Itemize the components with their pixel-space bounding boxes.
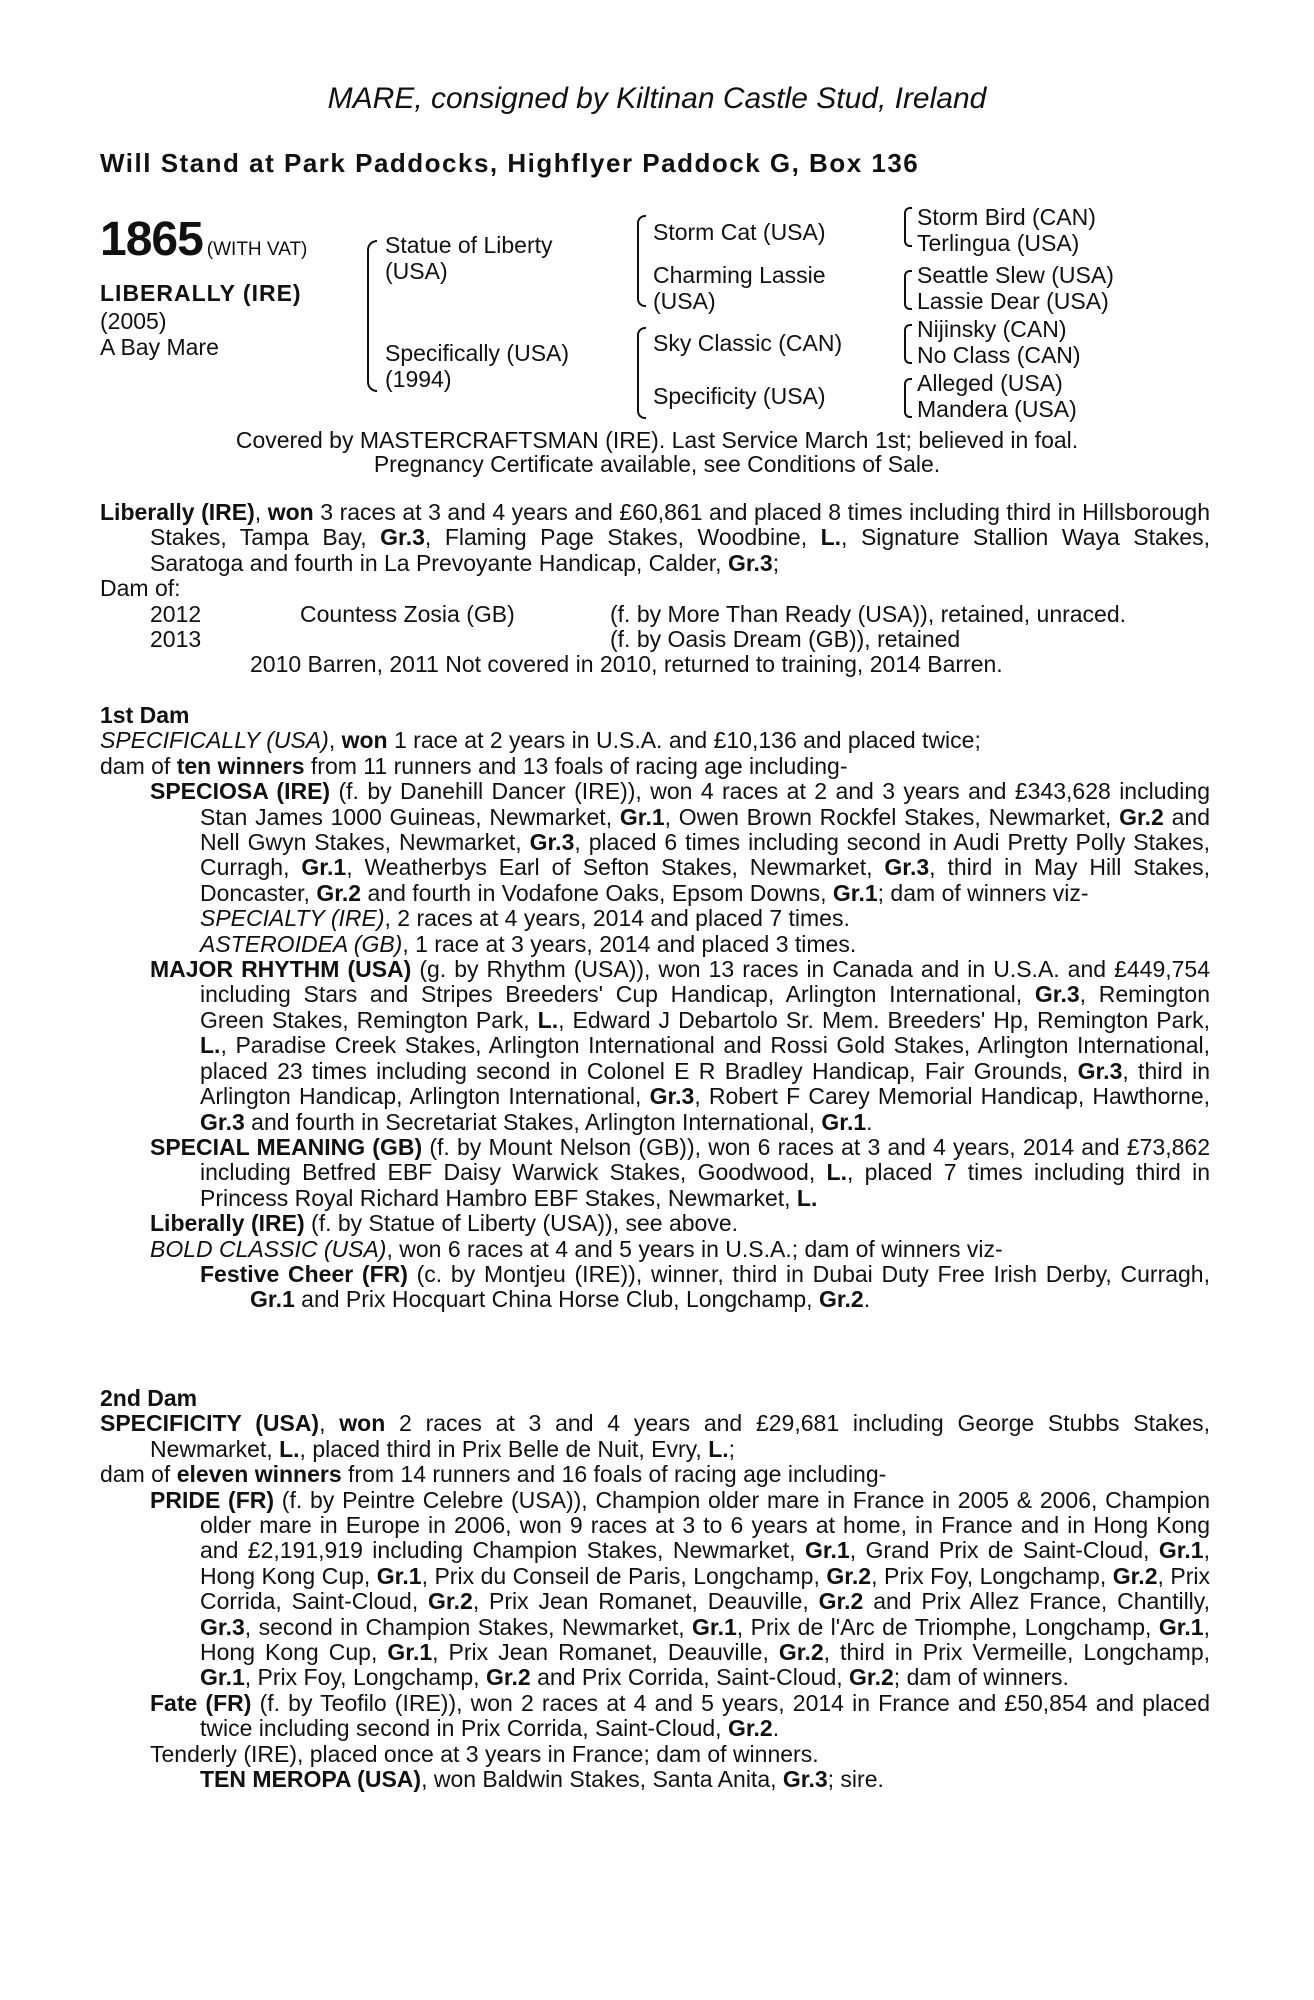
produce-name (300, 627, 610, 652)
grade: Gr.1 (200, 1664, 245, 1691)
record-text: , Remington Green Stakes, Remington Park, (200, 981, 1210, 1033)
record-text: , 1 race at 3 years, 2014 and placed 3 times. (402, 930, 857, 957)
record-text: 1 race at 2 years in U.S.A. and £10,136 and placed twice; (387, 727, 981, 754)
record-text: , 2 races at 4 years, 2014 and placed 7 times. (384, 905, 850, 932)
produce-detail: (f. by More Than Ready (USA)), retained, unraced. (610, 600, 1127, 627)
vat-note: (WITH VAT) (206, 239, 308, 260)
sire-line1: Statue of Liberty (385, 232, 553, 258)
pregnancy-note: Pregnancy Certificate available, see Conditions of Sale. (373, 451, 941, 477)
record-text: , won Baldwin Stakes, Santa Anita, (421, 1766, 783, 1793)
record-text: , Prix Foy, Longchamp, (244, 1664, 486, 1691)
progeny-name: ASTEROIDEA (GB) (200, 930, 403, 957)
record-text: ; (772, 549, 780, 576)
sire-sire: Storm Cat (USA) (653, 219, 826, 245)
dam-line2: (1994) (385, 366, 452, 392)
grade: Gr.2 (485, 1664, 531, 1691)
grand-progeny-entry (100, 1262, 1210, 1313)
record-text: and fourth in Secretariat Stakes, Arlington International, (244, 1108, 822, 1135)
barren-note: 2010 Barren, 2011 Not covered in 2010, returned to training, 2014 Barren. (250, 651, 1003, 678)
record-text: , Hong Kong Cup, (200, 1537, 1210, 1589)
lot-number: 1865 (100, 213, 203, 266)
pedigree-brace (367, 240, 377, 392)
dam-line1: Specifically (USA) (385, 340, 570, 366)
grade: Gr.2 (727, 1715, 773, 1742)
record-text: dam of (100, 1461, 177, 1488)
grade: Gr.2 (428, 1588, 473, 1615)
record-text: , third in Prix Vermeille, Longchamp, (823, 1639, 1211, 1666)
racing-record (100, 500, 1210, 678)
grade: Gr.3 (529, 829, 575, 856)
record-text: . (866, 1108, 873, 1135)
second-dam-section (100, 1386, 1210, 1793)
record-text: , Hong Kong Cup, (200, 1613, 1210, 1666)
record-text: , Prix Jean Romanet, Deauville, (432, 1639, 779, 1666)
horse-year: (2005) (100, 308, 167, 334)
grade: Gr.3 (727, 549, 773, 576)
won-label: won (267, 499, 314, 525)
grade: Gr.1 (619, 803, 665, 830)
grade: L. (826, 1159, 847, 1186)
produce-year: 2013 (150, 626, 202, 653)
grade: Gr.1 (804, 1537, 850, 1564)
record-text: , Flaming Page Stakes, Woodbine, (424, 524, 821, 551)
ds-dam: No Class (CAN) (917, 342, 1081, 368)
grade: Gr.1 (821, 1108, 867, 1135)
dam-of-label: Dam of: (100, 575, 181, 602)
record-text: , Prix Foy, Longchamp, (871, 1562, 1113, 1589)
pedigree-brace (904, 207, 912, 247)
grade: Gr.1 (250, 1286, 295, 1313)
pedigree-brace (904, 324, 912, 364)
record-text: , second in Champion Stakes, Newmarket, (244, 1613, 693, 1640)
dam-sire: Sky Classic (CAN) (653, 330, 843, 356)
record-text: , Robert F Carey Memorial Handicap, Hawthorne, (694, 1083, 1211, 1110)
record-text: and Nell Gwyn Stakes, Newmarket, (200, 803, 1210, 856)
record-text: and fourth in Vodafone Oaks, Epsom Downs, (361, 879, 833, 906)
grade: Gr.1 (301, 854, 347, 881)
progeny-entry (100, 1237, 1210, 1262)
pedigree-brace (637, 327, 646, 419)
record-text: ; dam of winners viz- (877, 879, 1089, 906)
grade: Gr.2 (778, 1639, 824, 1666)
grade: Gr.1 (1158, 1537, 1204, 1564)
record-text: 3 races at 3 and 4 years and £60,861 and placed 8 times including third in Hillsborough Stakes, Tampa Bay, (150, 499, 1210, 551)
record-text: , Prix Jean Romanet, Deauville, (472, 1588, 819, 1615)
sire-dam-line1: Charming Lassie (653, 262, 826, 288)
record-text: ; dam of winners. (893, 1664, 1069, 1691)
record-text: and Prix Corrida, Saint-Cloud, (530, 1664, 850, 1691)
grade: Gr.1 (1158, 1613, 1204, 1640)
progeny-entry (100, 1135, 1210, 1211)
record-text: , third in May Hill Stakes, Doncaster, (200, 854, 1210, 906)
record-paragraph: Liberally (IRE), won 3 races at 3 and 4 years and £60,861 and placed 8 times including third in Hillsborough Stakes, Tampa Bay, Gr.3, Flaming Page Stakes, Woodbine, L., Signature Stallion Waya Stakes, Saratoga and fourth in La Prevoyante Handicap, Calder, Gr.3; (100, 499, 1210, 576)
progeny-entry (100, 957, 1210, 1135)
record-text: , placed third in Prix Belle de Nuit, Evry, (299, 1435, 709, 1462)
progeny-name: TEN MEROPA (USA) (200, 1766, 422, 1793)
first-dam-section (100, 703, 1210, 1313)
dam-dam: Specificity (USA) (653, 383, 826, 409)
progeny-entry (100, 1691, 1210, 1742)
produce-year: 2012 (150, 600, 202, 627)
grade: Gr.2 (1119, 803, 1164, 830)
record-text: ; (728, 1435, 736, 1462)
progeny-name: BOLD CLASSIC (USA) (150, 1235, 387, 1262)
record-text: , Paradise Creek Stakes, Arlington International and Rossi Gold Stakes, Arlington International, placed 23 times including second in Colonel E R Bradley Handicap, Fair Grounds, (200, 1032, 1210, 1084)
dam-of-line (100, 1462, 1210, 1487)
grand-progeny-entry (100, 932, 1210, 957)
record-text: , Grand Prix de Saint-Cloud, (849, 1537, 1159, 1564)
record-text: , Signature Stallion Waya Stakes, Saratoga and fourth in La Prevoyante Handicap, Calder, (150, 524, 1210, 576)
grade: Gr.3 (200, 1108, 245, 1135)
progeny-entry (100, 1211, 1210, 1236)
grade: Gr.3 (649, 1083, 695, 1110)
pedigree-brace (637, 215, 646, 307)
grade: L. (708, 1435, 729, 1462)
record-text: (f. by Teofilo (IRE)), won 2 races at 4 and 5 years, 2014 in France and £50,854 and placed twice including second in Prix Corrida, Saint-Cloud, (200, 1689, 1210, 1742)
progeny-name: Festive Cheer (FR) (200, 1260, 408, 1287)
ss-dam: Terlingua (USA) (917, 230, 1080, 256)
grade: Gr.1 (376, 1562, 422, 1589)
record-text: and Prix Hocquart China Horse Club, Longchamp, (294, 1286, 819, 1313)
progeny-name: SPECIAL MEANING (GB) (150, 1133, 423, 1160)
progeny-name: SPECIOSA (IRE) (150, 778, 331, 805)
dam-name: SPECIFICALLY (USA) (100, 727, 329, 754)
record-text: (f. by Peintre Celebre (USA)), Champion older mare in France in 2005 & 2006, Champion older mare in Europe in 2006, won 9 races at 3 to 6 years at home, in France and in Hong Kong and £2,191,919 including Champion Stakes, Newmarket, (200, 1486, 1210, 1564)
record-text: (f. by Danehill Dancer (IRE)), won 4 races at 2 and 3 years and £343,628 including Stan James 1000 Guineas, Newmarket, (200, 778, 1210, 830)
grand-progeny-entry (100, 1767, 1210, 1792)
record-text: , Prix Corrida, Saint-Cloud, (200, 1562, 1211, 1615)
grade: L. (279, 1435, 300, 1462)
grade: Gr.2 (826, 1562, 872, 1589)
record-text: . (772, 1715, 780, 1742)
grade: Gr.3 (380, 524, 425, 551)
ds-sire: Nijinsky (CAN) (917, 316, 1067, 342)
record-text: , Prix du Conseil de Paris, Longchamp, (421, 1562, 827, 1589)
dam-record: SPECIFICALLY (USA), won 1 race at 2 years in U.S.A. and £10,136 and placed twice; (100, 727, 981, 754)
record-text: , Edward J Debartolo Sr. Mem. Breeders' Hp, Remington Park, (558, 1006, 1210, 1033)
record-text: (f. by Mount Nelson (GB)), won 6 races at 3 and 4 years, 2014 and £73,862 including Betfred EBF Daisy Warwick Stakes, Goodwood, (200, 1133, 1210, 1186)
grade: L. (200, 1032, 221, 1059)
horse-name: LIBERALLY (IRE) (100, 280, 302, 306)
produce-row (100, 602, 1210, 627)
dam-record: SPECIFICITY (USA), won 2 races at 3 and 4 years and £29,681 including George Stubbs Stakes, Newmarket, L., placed third in Prix Belle de Nuit, Evry, L.; (100, 1410, 1211, 1462)
progeny-entry (100, 779, 1210, 906)
won-label: won (339, 1410, 386, 1437)
progeny-entry (100, 1488, 1210, 1691)
page-title: MARE, consigned by Kiltinan Castle Stud, Ireland (327, 82, 987, 115)
produce-name: Countess Zosia (GB) (300, 600, 515, 627)
lot-number-line (100, 212, 307, 267)
grade: Gr.2 (316, 879, 362, 906)
record-text: (f. by Statue of Liberty (USA)), see above. (304, 1210, 739, 1237)
produce-row (100, 627, 1210, 652)
pedigree-brace (904, 270, 912, 310)
section-heading: 1st Dam (100, 702, 190, 728)
grand-progeny-entry (100, 906, 1210, 931)
progeny-name: Fate (FR) (150, 1689, 252, 1716)
record-text: ; sire. (827, 1766, 884, 1793)
record-text: (c. by Montjeu (IRE)), winner, third in Dubai Duty Free Irish Derby, Curragh, (407, 1260, 1210, 1287)
record-text: from 14 runners and 16 foals of racing age including- (341, 1461, 887, 1488)
dd-sire: Alleged (USA) (917, 370, 1063, 396)
sd-sire: Seattle Slew (USA) (917, 262, 1114, 288)
winners-count: eleven winners (176, 1461, 342, 1488)
grade: Gr.2 (818, 1286, 864, 1313)
ss-sire: Storm Bird (CAN) (917, 204, 1096, 230)
grade: Gr.1 (387, 1639, 433, 1666)
progeny-name: SPECIALTY (IRE) (200, 905, 385, 932)
dam-of-line (100, 754, 1210, 779)
dam-name: SPECIFICITY (USA) (100, 1410, 320, 1437)
grade: Gr.3 (782, 1766, 828, 1793)
horse-description: A Bay Mare (100, 334, 219, 360)
horse-name-bold: Liberally (IRE) (100, 499, 255, 525)
pedigree-brace (904, 378, 912, 418)
dd-dam: Mandera (USA) (917, 396, 1077, 422)
record-text: (g. by Rhythm (USA)), won 13 races in Canada and in U.S.A. and £449,754 including Stars and Stripes Breeders' Cup Handicap, Arlington International, (200, 956, 1210, 1008)
record-text: . (863, 1286, 871, 1313)
grade: L. (796, 1184, 818, 1211)
grade: Gr.2 (849, 1664, 894, 1691)
grade: Gr.1 (832, 879, 878, 906)
progeny-name: Liberally (IRE) (150, 1210, 305, 1237)
grade: Gr.3 (1077, 1057, 1123, 1084)
grade: L. (537, 1006, 559, 1033)
record-text: , won 6 races at 4 and 5 years in U.S.A.; dam of winners viz- (386, 1235, 1003, 1262)
record-text: , Owen Brown Rockfel Stakes, Newmarket, (664, 803, 1120, 830)
sire-line2: (USA) (385, 258, 448, 284)
winners-count: ten winners (176, 752, 305, 779)
record-text: from 11 runners and 13 foals of racing age including- (304, 752, 848, 779)
progeny-entry: Tenderly (IRE), placed once at 3 years in France; dam of winners. (150, 1740, 819, 1767)
grade: Gr.2 (1112, 1562, 1158, 1589)
record-text: , placed 6 times including second in Audi Pretty Polly Stakes, Curragh, (200, 829, 1211, 881)
record-text: , Prix de l'Arc de Triomphe, Longchamp, (736, 1613, 1159, 1640)
record-text: 2 races at 3 and 4 years and £29,681 including George Stubbs Stakes, Newmarket, (150, 1410, 1211, 1462)
covered-note: Covered by MASTERCRAFTSMAN (IRE). Last Service March 1st; believed in foal. (235, 427, 1079, 453)
stand-location: Will Stand at Park Paddocks, Highflyer Paddock G, Box 136 (100, 148, 920, 178)
record-text: and Prix Allez France, Chantilly, (863, 1588, 1210, 1615)
record-text: , third in Arlington Handicap, Arlington International, (200, 1057, 1210, 1110)
grade: L. (820, 524, 842, 551)
grade: Gr.2 (818, 1588, 864, 1615)
produce-detail: (f. by Oasis Dream (GB)), retained (610, 626, 961, 653)
sire-dam-line2: (USA) (653, 288, 716, 314)
grade: Gr.1 (692, 1613, 737, 1640)
grade: Gr.3 (200, 1613, 245, 1640)
record-text: , Weatherbys Earl of Sefton Stakes, Newmarket, (346, 854, 885, 881)
record-text: , placed 7 times including third in Princess Royal Richard Hambro EBF Stakes, Newmarket, (200, 1159, 1210, 1211)
won-label: won (341, 727, 388, 754)
record-text: dam of (100, 752, 177, 779)
grade: Gr.3 (884, 854, 930, 881)
section-heading: 2nd Dam (100, 1385, 198, 1411)
sd-dam: Lassie Dear (USA) (917, 288, 1109, 314)
progeny-name: PRIDE (FR) (150, 1486, 275, 1513)
grade: Gr.3 (1034, 981, 1080, 1008)
progeny-name: MAJOR RHYTHM (USA) (150, 956, 412, 983)
